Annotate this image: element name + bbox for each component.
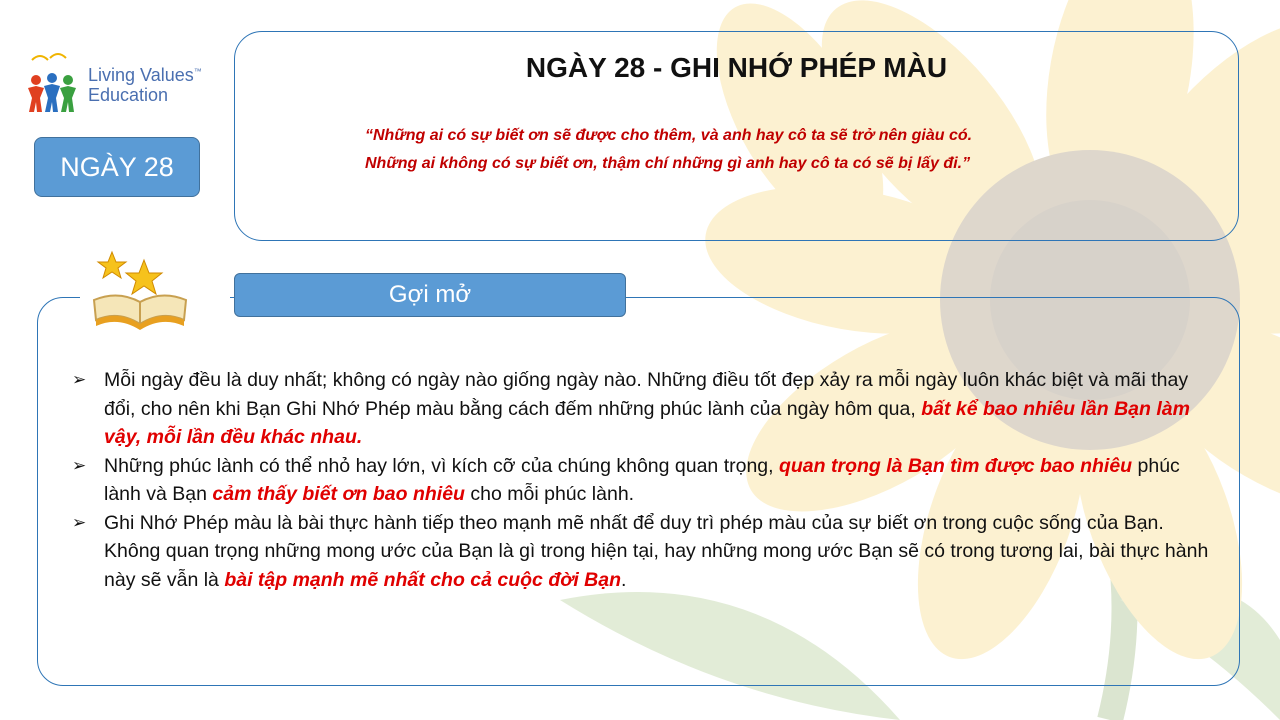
- arrow-bullet-icon: ➢: [72, 370, 87, 389]
- bullet-text: Ghi Nhớ Phép màu là bài thực hành tiếp theo mạnh mẽ nhất để duy trì phép màu của sự biết ơn trong cuộc sống của Bạn. Không quan trọng những mong ước của Bạn là gì trong hiện tại, hay những mong ước Bạn sẽ có trong tương lai, bài thực hành này sẽ vẫn là: [104, 511, 1209, 591]
- arrow-bullet-icon: ➢: [72, 455, 87, 475]
- list-item: [72, 366, 1212, 452]
- bullet-emphasis: bất kể bao nhiêu lần Bạn làm vậy, mỗi lần đều khác nhau.: [104, 397, 1190, 448]
- day-badge: NGÀY 28: [34, 137, 200, 197]
- title-box: [234, 31, 1239, 241]
- quote-line-2: Những ai không có sự biết ơn, thậm chí những gì anh hay cô ta có sẽ bị lấy đi.”: [365, 155, 971, 172]
- people-logo-icon: [22, 52, 82, 116]
- arrow-bullet-icon: ➢: [72, 512, 87, 532]
- bullet-emphasis: cảm thấy biết ơn bao nhiêu: [212, 483, 465, 505]
- bullet-emphasis: quan trọng là Bạn tìm được bao nhiêu: [778, 454, 1133, 477]
- quote-line-1: “Những ai có sự biết ơn sẽ được cho thêm, và anh hay cô ta sẽ trở nên giàu có.: [365, 127, 973, 144]
- list-item: [72, 509, 1212, 595]
- bullet-emphasis: bài tập mạnh mẽ nhất cho cả cuộc đời Bạn: [224, 568, 621, 591]
- logo-trademark: ™: [193, 67, 202, 76]
- bullet-text: Những phúc lành có thể nhỏ hay lớn, vì kích cỡ của chúng không quan trọng,: [104, 454, 779, 477]
- logo-text: [88, 62, 202, 105]
- bullet-text: .: [621, 568, 627, 591]
- bullet-text: phúc lành và Bạn: [104, 454, 1180, 505]
- living-values-logo: [22, 52, 222, 116]
- bullet-text: cho mỗi phúc lành.: [464, 483, 635, 505]
- quote: [365, 122, 1105, 178]
- logo-line1: Living Values: [88, 65, 194, 85]
- logo-line2: Education: [88, 85, 169, 105]
- book-stars-icon: [88, 246, 192, 332]
- bullet-list: [72, 366, 1212, 594]
- hint-tab: Gợi mở: [234, 273, 626, 317]
- list-item: [72, 452, 1212, 509]
- page-title: NGÀY 28 - GHI NHỚ PHÉP MÀU: [525, 52, 948, 83]
- bullet-text: Mỗi ngày đều là duy nhất; không có ngày nào giống ngày nào. Những điều tốt đẹp xảy ra mỗi ngày luôn khác biệt và mãi thay đổi, cho nên khi Bạn Ghi Nhớ Phép màu bằng cách đếm những phúc lành của ngày hôm qua,: [104, 369, 1189, 420]
